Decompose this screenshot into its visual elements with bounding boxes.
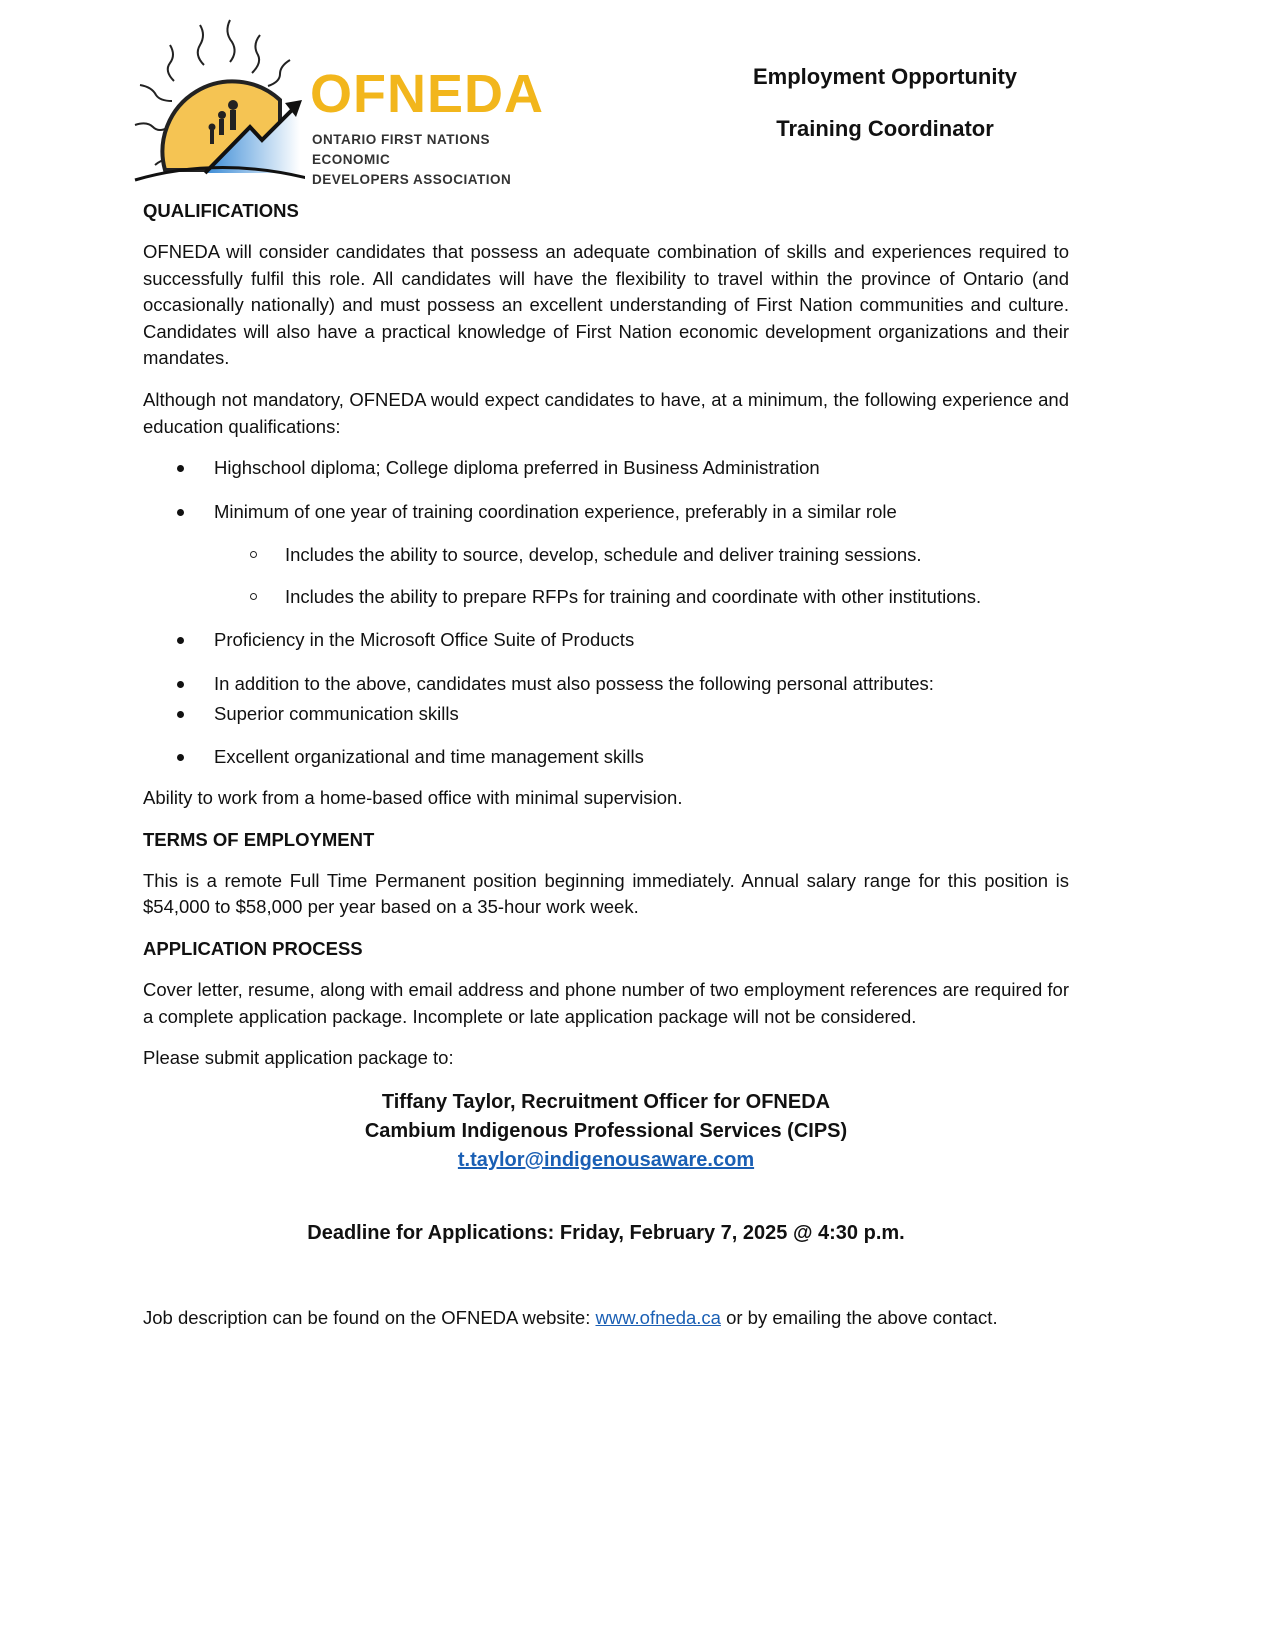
title-block — [700, 64, 1070, 142]
list-item: Excellent organizational and time management skills — [143, 744, 1069, 770]
job-title: Training Coordinator — [776, 116, 994, 141]
document-body — [143, 198, 1069, 1331]
bullet-icon — [177, 754, 184, 761]
logo-subtitle-line1: ONTARIO FIRST NATIONS ECONOMIC — [312, 132, 490, 167]
terms-paragraph: This is a remote Full Time Permanent position beginning immediately. Annual salary range for this position is $54,000 to $58,000 per year based on a 35-hour work week. — [143, 869, 1069, 918]
submit-instruction: Please submit application package to: — [143, 1047, 454, 1069]
sub-list — [143, 542, 1069, 610]
bullet-icon — [177, 465, 184, 472]
application-deadline: Deadline for Applications: Friday, February 7, 2025 @ 4:30 p.m. — [307, 1221, 905, 1244]
contact-block — [143, 1088, 1069, 1175]
logo-subtitle — [312, 130, 560, 190]
list-item: Minimum of one year of training coordination experience, preferably in a similar role — [143, 499, 1069, 525]
section-heading-application: APPLICATION PROCESS — [143, 937, 363, 959]
logo-wordmark: OFNEDA — [310, 64, 544, 124]
list-item: Superior communication skills — [143, 701, 1069, 727]
sub-list-item: Includes the ability to prepare RFPs for training and coordinate with other institutions. — [143, 584, 1069, 610]
contact-organization: Cambium Indigenous Professional Services (CIPS) — [364, 1119, 848, 1142]
hollow-bullet-icon — [250, 551, 257, 558]
list-item: In addition to the above, candidates must also possess the following personal attributes: — [143, 671, 1069, 697]
footer-note: Job description can be found on the OFNEDA website: www.ofneda.ca or by emailing the above contact. — [143, 1306, 998, 1328]
ofneda-logo — [130, 15, 560, 185]
page-title: Employment Opportunity — [753, 64, 1017, 89]
sun-arrow-logo-icon — [130, 15, 305, 185]
list-item: Proficiency in the Microsoft Office Suite of Products — [143, 627, 1069, 653]
contact-name: Tiffany Taylor, Recruitment Officer for OFNEDA — [381, 1090, 831, 1113]
list-item: Highschool diploma; College diploma preferred in Business Administration — [143, 455, 1069, 481]
qualifications-closing: Ability to work from a home-based office with minimal supervision. — [143, 787, 683, 809]
bullet-icon — [177, 711, 184, 718]
bullet-icon — [177, 509, 184, 516]
hollow-bullet-icon — [250, 593, 257, 600]
bullet-icon — [177, 681, 184, 688]
qualifications-paragraph-2: Although not mandatory, OFNEDA would expect candidates to have, at a minimum, the following experience and education qualifications: — [143, 388, 1069, 437]
bullet-icon — [177, 637, 184, 644]
section-heading-qualifications: QUALIFICATIONS — [143, 200, 299, 221]
logo-subtitle-line2: DEVELOPERS ASSOCIATION — [312, 172, 512, 187]
website-link[interactable]: www.ofneda.ca — [595, 1306, 721, 1328]
application-paragraph: Cover letter, resume, along with email address and phone number of two employment references are required for a complete application package. Incomplete or late application package will not be considered. — [143, 978, 1069, 1027]
section-heading-terms: TERMS OF EMPLOYMENT — [143, 828, 375, 850]
qualifications-list-continued — [143, 627, 1069, 770]
qualifications-list — [143, 455, 1069, 525]
contact-email-link[interactable]: t.taylor@indigenousaware.com — [457, 1148, 755, 1171]
qualifications-paragraph-1: OFNEDA will consider candidates that possess an adequate combination of skills and experiences required to successfully fulfil this role. All candidates will have the flexibility to travel within the province of Ontario (and occasionally nationally) and must possess an excellent understanding of First Nation communities and culture. Candidates will also have a practical knowledge of First Nation economic development organizations and their mandates. — [143, 241, 1069, 369]
sub-list-item: Includes the ability to source, develop, schedule and deliver training sessions. — [143, 542, 1069, 568]
